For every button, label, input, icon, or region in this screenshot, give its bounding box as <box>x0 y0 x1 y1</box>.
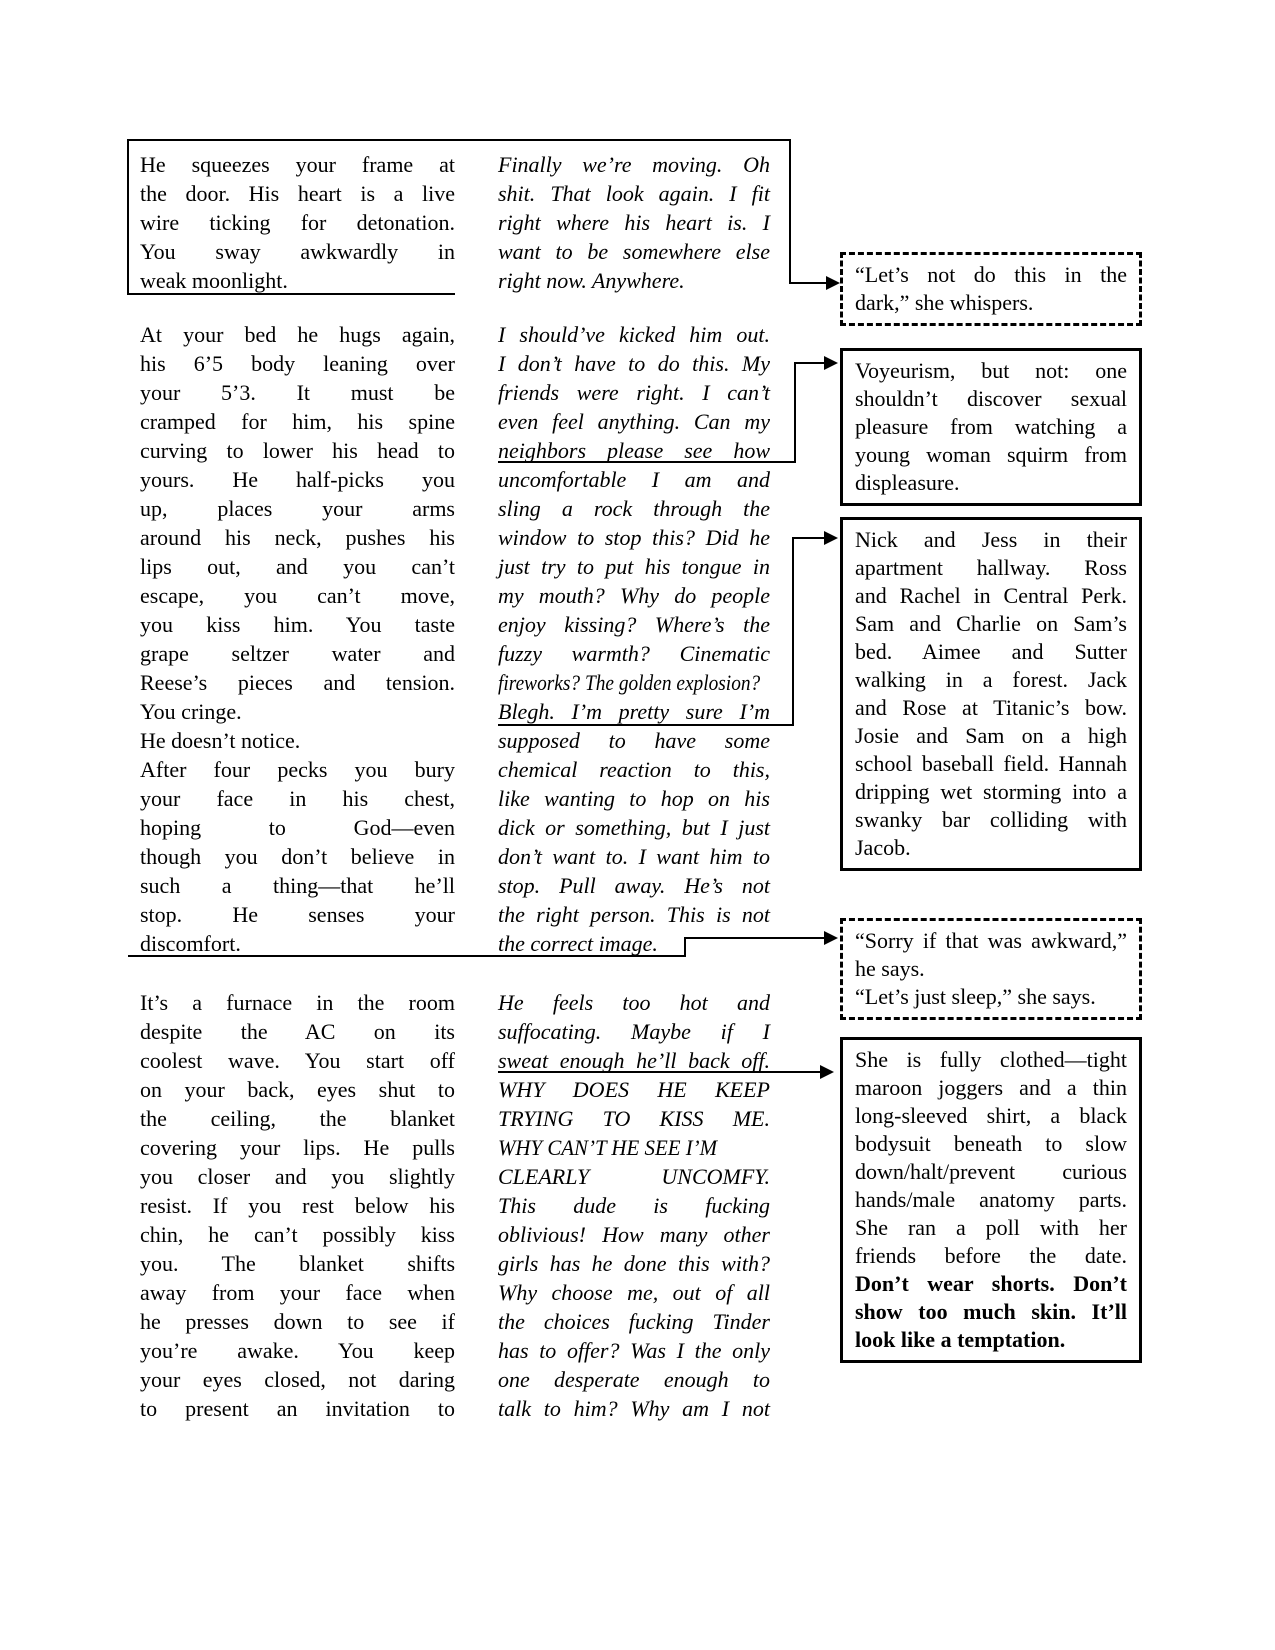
text-line: the choices fucking Tinder <box>498 1309 770 1334</box>
text-line: friends were right. I can’t <box>498 380 770 405</box>
text-line: sweat enough he’ll back off. <box>498 1048 770 1073</box>
text-line: such a thing—that he’ll <box>140 873 455 898</box>
text-line: to present an invitation to <box>140 1396 455 1421</box>
text-line: don’t want to. I want him to <box>498 844 770 869</box>
text-line: Josie and Sam on a high <box>855 723 1127 748</box>
text-line: WHY DOES HE KEEP <box>498 1077 770 1102</box>
text-line: sling a rock through the <box>498 496 770 521</box>
text-line: enjoy kissing? Where’s the <box>498 612 770 637</box>
text-line: Sam and Charlie on Sam’s <box>855 611 1127 636</box>
text-line: Don’t wear shorts. Don’t <box>855 1271 1127 1296</box>
text-line: the ceiling, the blanket <box>140 1106 455 1131</box>
text-line: hoping to God—even <box>140 815 455 840</box>
text-line: TRYING TO KISS ME. <box>498 1106 770 1131</box>
text-line: just try to put his tongue in <box>498 554 770 579</box>
text-line: fireworks? The golden explosion? <box>498 670 761 695</box>
text-line: weak moonlight. <box>140 268 288 293</box>
text-line: chemical reaction to this, <box>498 757 770 782</box>
text-line: away from your face when <box>140 1280 455 1305</box>
text-line: At your bed he hugs again, <box>140 322 455 347</box>
text-line: Nick and Jess in their <box>855 527 1127 552</box>
text-line: WHY CAN’T HE SEE I’M <box>498 1135 718 1160</box>
text-line: your eyes closed, not daring <box>140 1367 455 1392</box>
text-line: oblivious! How many other <box>498 1222 770 1247</box>
text-line: After four pecks you bury <box>140 757 455 782</box>
text-line: he says. <box>855 956 925 981</box>
text-line: This dude is fucking <box>498 1193 770 1218</box>
text-line: the right person. This is not <box>498 902 770 927</box>
text-line: long-sleeved shirt, a black <box>855 1103 1127 1128</box>
text-line: look like a temptation. <box>855 1327 1066 1352</box>
text-line: school baseball field. Hannah <box>855 751 1127 776</box>
text-line: Jacob. <box>855 835 911 860</box>
text-line: you kiss him. You taste <box>140 612 455 637</box>
text-line: girls has he done this with? <box>498 1251 770 1276</box>
text-line: cramped for him, his spine <box>140 409 455 434</box>
text-line: up, places your arms <box>140 496 455 521</box>
text-line: like wanting to hop on his <box>498 786 770 811</box>
text-line: “Sorry if that was awkward,” <box>855 928 1127 953</box>
text-line: and Rose at Titanic’s bow. <box>855 695 1127 720</box>
text-line: he presses down to see if <box>140 1309 455 1334</box>
text-line: coolest wave. You start off <box>140 1048 455 1073</box>
text-line: maroon joggers and a thin <box>855 1075 1127 1100</box>
text-line: want to be somewhere else <box>498 239 770 264</box>
text-line: Blegh. I’m pretty sure I’m <box>498 699 770 724</box>
text-line: suffocating. Maybe if I <box>498 1019 770 1044</box>
text-line: even feel anything. Can my <box>498 409 770 434</box>
text-line: and Rachel in Central Perk. <box>855 583 1127 608</box>
text-line: friends before the date. <box>855 1243 1127 1268</box>
text-line: you closer and you slightly <box>140 1164 455 1189</box>
text-line: I don’t have to do this. My <box>498 351 770 376</box>
text-line: the door. His heart is a live <box>140 181 455 206</box>
text-line: down/halt/prevent curious <box>855 1159 1127 1184</box>
text-line: neighbors please see how <box>498 438 770 463</box>
text-line: talk to him? Why am I not <box>498 1396 770 1421</box>
callout-box-nick-jess <box>840 517 1142 871</box>
text-line: wire ticking for detonation. <box>140 210 455 235</box>
arrowhead-to-dashed-box-2 <box>824 931 838 945</box>
text-line: shouldn’t discover sexual <box>855 386 1127 411</box>
text-line: you. The blanket shifts <box>140 1251 455 1276</box>
text-line: around his neck, pushes his <box>140 525 455 550</box>
text-line: CLEARLY UNCOMFY. <box>498 1164 770 1189</box>
text-line: shit. That look again. I fit <box>498 181 770 206</box>
text-line: resist. If you rest below his <box>140 1193 455 1218</box>
text-line: dick or something, but I just <box>498 815 770 840</box>
text-line: I should’ve kicked him out. <box>498 322 770 347</box>
text-line: apartment hallway. Ross <box>855 555 1127 580</box>
middle-column-paragraph-1 <box>498 150 770 295</box>
middle-column-paragraph-3 <box>498 988 770 1423</box>
left-column-paragraph-2 <box>140 320 455 958</box>
text-line: yours. He half-picks you <box>140 467 455 492</box>
text-line: dripping wet storming into a <box>855 779 1127 804</box>
text-line: you’re awake. You keep <box>140 1338 455 1363</box>
arrowhead-to-voyeurism-box <box>824 356 838 370</box>
text-line: She ran a poll with her <box>855 1215 1127 1240</box>
text-line: though you don’t believe in <box>140 844 455 869</box>
text-line: Voyeurism, but not: one <box>855 358 1127 383</box>
text-line: swanky bar colliding with <box>855 807 1127 832</box>
callout-box-whisper <box>840 252 1142 326</box>
text-line: young woman squirm from <box>855 442 1127 467</box>
text-line: stop. Pull away. He’s not <box>498 873 770 898</box>
text-line: bed. Aimee and Sutter <box>855 639 1127 664</box>
text-line: Why choose me, out of all <box>498 1280 770 1305</box>
callout-box-fully-clothed <box>840 1037 1142 1363</box>
text-line: my mouth? Why do people <box>498 583 770 608</box>
text-line: covering your lips. He pulls <box>140 1135 455 1160</box>
text-line: bodysuit beneath to slow <box>855 1131 1127 1156</box>
text-line: “Let’s just sleep,” she says. <box>855 984 1096 1009</box>
callout-box-sorry-awkward <box>840 918 1142 1020</box>
text-line: “Let’s not do this in the <box>855 262 1127 287</box>
left-column-paragraph-1 <box>140 150 455 295</box>
text-line: dark,” she whispers. <box>855 290 1034 315</box>
callout-box-voyeurism <box>840 348 1142 506</box>
text-line: You sway awkwardly in <box>140 239 455 264</box>
arrowhead-to-dashed-box-1 <box>826 276 840 290</box>
arrowhead-to-nick-jess-box <box>824 531 838 545</box>
text-line: He doesn’t notice. <box>140 728 301 753</box>
text-line: It’s a furnace in the room <box>140 990 455 1015</box>
text-line: pleasure from watching a <box>855 414 1127 439</box>
text-line: lips out, and you can’t <box>140 554 455 579</box>
text-line: your 5’3. It must be <box>140 380 455 405</box>
arrowhead-to-she-box <box>820 1065 834 1079</box>
text-line: your face in his chest, <box>140 786 455 811</box>
text-line: the correct image. <box>498 931 658 956</box>
text-line: He feels too hot and <box>498 990 770 1015</box>
text-line: show too much skin. It’ll <box>855 1299 1127 1324</box>
text-line: chin, he can’t possibly kiss <box>140 1222 455 1247</box>
text-line: hands/male anatomy parts. <box>855 1187 1127 1212</box>
text-line: grape seltzer water and <box>140 641 455 666</box>
text-line: You cringe. <box>140 699 242 724</box>
left-column-paragraph-3 <box>140 988 455 1423</box>
text-line: discomfort. <box>140 931 241 956</box>
text-line: window to stop this? Did he <box>498 525 770 550</box>
text-line: one desperate enough to <box>498 1367 770 1392</box>
text-line: supposed to have some <box>498 728 770 753</box>
text-line: Reese’s pieces and tension. <box>140 670 455 695</box>
text-line: right now. Anywhere. <box>498 268 685 293</box>
text-line: Finally we’re moving. Oh <box>498 152 770 177</box>
text-line: right where his heart is. I <box>498 210 770 235</box>
text-line: stop. He senses your <box>140 902 455 927</box>
text-line: despite the AC on its <box>140 1019 455 1044</box>
text-line: curving to lower his head to <box>140 438 455 463</box>
text-line: displeasure. <box>855 470 960 495</box>
text-line: fuzzy warmth? Cinematic <box>498 641 770 666</box>
text-line: He squeezes your frame at <box>140 152 455 177</box>
text-line: on your back, eyes shut to <box>140 1077 455 1102</box>
text-line: She is fully clothed—tight <box>855 1047 1127 1072</box>
text-line: escape, you can’t move, <box>140 583 455 608</box>
middle-column-paragraph-2 <box>498 320 770 958</box>
text-line: uncomfortable I am and <box>498 467 770 492</box>
text-line: has to offer? Was I the only <box>498 1338 770 1363</box>
text-line: his 6’5 body leaning over <box>140 351 455 376</box>
text-line: walking in a forest. Jack <box>855 667 1127 692</box>
